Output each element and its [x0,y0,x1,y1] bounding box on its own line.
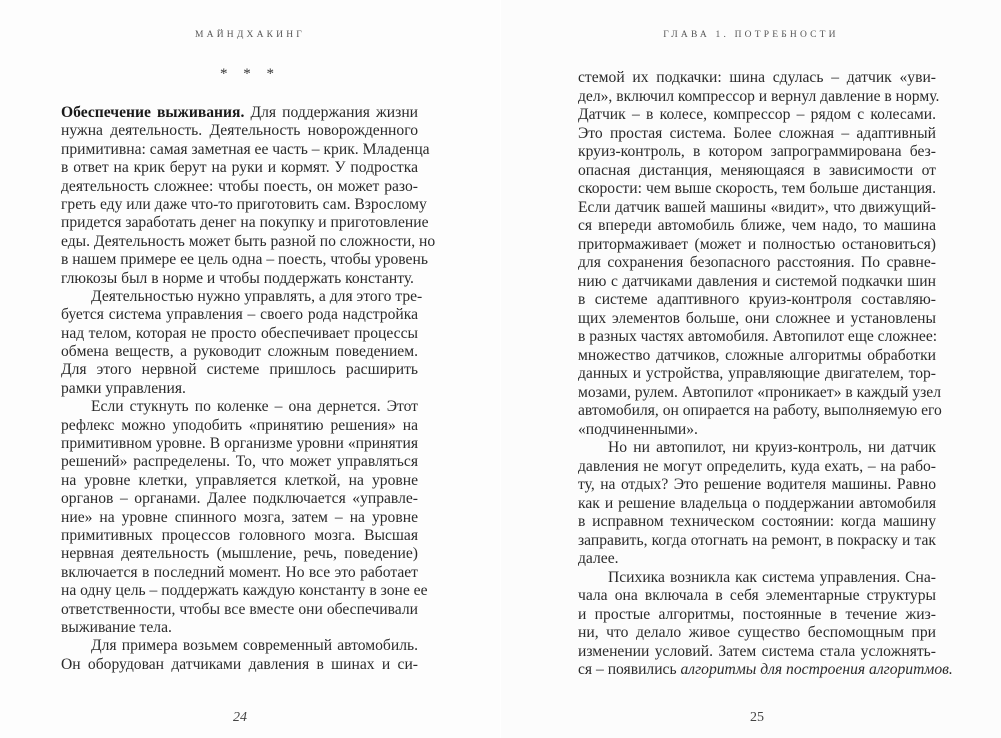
text-line [61,564,418,582]
text-line [61,232,436,251]
text-segment: обмена веществ, а руководит сложным поведением. [61,343,418,361]
text-segment: Для этого нервной системе пришлось расширить [61,361,418,379]
text-line [61,637,418,655]
text-line [61,417,418,435]
text-segment: ту, на отдых? Это решение водителя машины. Равно [578,476,936,493]
text-line [578,236,936,255]
text-line [61,527,418,545]
text-line [578,291,936,310]
text-segment: давления не могут определить, куда ехать, – на рабо- [578,457,936,475]
text-segment: Для поддержания жизни [244,104,419,121]
text-segment: примитивна: самая заметная ее часть – крик. Младенца [61,140,430,158]
text-line [61,545,418,563]
running-head-chapter-title: ГЛАВА 1. ПОТРЕБНОСТИ [663,30,839,40]
text-segment: буется система управления – своего рода надстройка [61,306,418,324]
text-segment: нервная деятельность (мышление, речь, поведение) [61,545,418,563]
text-segment: «подчиненными». [578,420,698,438]
text-segment: на уровне клетки, управляется клеткой, на уровне [61,471,418,489]
text-segment: далее. [578,550,619,567]
text-segment: чала она включала в себя элементарные структуры [578,587,936,604]
text-segment: органов – органами. Далее подключается «управле- [61,490,418,508]
text-segment: для сохранения безопасного расстояния. По сравне- [578,254,936,271]
text-line [578,643,936,662]
text-line [61,361,418,379]
text-segment: над телом, которая не просто обеспечивает процессы [61,324,418,342]
text-line [578,661,953,680]
text-segment: и простые алгоритмы, постоянные в течение жиз- [578,605,936,623]
text-segment: множество датчиков, сложные алгоритмы обработки [578,346,936,364]
text-line [578,513,936,532]
text-segment: придется заработать денег на покупку и приготовление [61,214,429,232]
text-segment: Деятельностью нужно управлять, а для этого тре- [91,287,423,305]
text-line [578,106,936,125]
text-segment: рефлекс можно уподобить «принятию решения» на [61,416,418,434]
text-segment: Он оборудован датчиками давления в шинах и си- [61,655,418,673]
text-segment: ся – появились [578,661,681,678]
text-line [578,439,936,458]
text-line [61,619,418,637]
text-line [578,569,936,588]
text-line [578,587,936,606]
text-line [578,476,936,495]
text-line [578,87,940,107]
text-segment: примитивных процессов головного мозга. Высшая [61,526,418,544]
text-segment: ни, что делало живое существо беспомощным при [578,624,936,641]
text-segment: в исправном техническом состоянии: когда машину [578,513,936,530]
body-text [61,104,436,674]
text-segment: дел», включил компрессор и вернул давление в норму. [578,87,940,105]
text-line [578,458,936,477]
text-segment: Это простая система. Более сложная – адаптивный [578,124,936,142]
running-head-book-title: МАЙНДХАКИНГ [195,30,305,40]
text-line [578,199,936,218]
section-separator: * * * [220,66,280,82]
text-line [61,453,418,471]
text-line [578,217,936,236]
text-segment: на одну цель – поддержать каждую константу в зоне ее [61,582,428,600]
text-line [578,143,936,162]
text-line [61,287,423,306]
body-text [578,69,953,680]
text-line [61,195,427,214]
text-line [61,343,418,361]
text-line [578,532,936,551]
text-line [578,606,936,625]
text-segment: примитивном уровне. В организме уровни «принятия [61,435,418,453]
text-line [61,490,418,508]
text-segment: опасная дистанция, меняющаяся в зависимости от [578,161,936,179]
text-segment: автомобиля, он опирается на работу, выполняемую его [578,402,942,419]
text-segment: выживание тела. [61,618,172,636]
text-line [578,254,936,273]
text-line [578,383,941,403]
text-line [578,365,936,384]
text-segment: ся впереди автомобиль ближе, чем надо, то машина [578,217,936,234]
text-line [61,509,418,527]
text-segment: Психика возникла как система управления. Сна- [608,568,936,586]
text-line [578,69,936,88]
text-segment: мозами, рулем. Автопилот «проникает» в каждый узел [578,383,941,401]
text-line [61,251,428,269]
text-line [578,495,936,514]
text-segment: Если датчик вашей машины «видит», что движущий- [578,198,936,216]
text-line [61,325,418,343]
text-line [578,550,936,569]
text-segment: еды. Деятельность может быть разной по сложности, но [61,232,436,250]
text-line [61,122,418,140]
text-segment: круиз-контроль, в котором запрограммирована без- [578,143,936,160]
text-segment: Для примера возьмем современный автомобиль. [91,637,418,655]
left-page [0,0,500,738]
text-segment: в нашем примере ее цель одна – поесть, чтобы уровень [61,251,428,269]
text-line [578,421,936,440]
text-segment: стемой их подкачки: шина сдулась – датчик «уви- [578,69,936,86]
text-segment: включается в последний момент. Но все это работает [61,563,418,581]
text-line [578,162,936,181]
text-line [61,398,418,416]
text-segment: в разных частях автомобиля. Автопилот еще сложнее: [578,328,938,345]
text-segment: изменении условий. Затем система стала усложнять- [578,642,936,660]
text-segment: щих элементов больше, они сложнее и установлены [578,309,936,327]
text-line [578,180,936,199]
text-segment: заправить, когда отогнать на ремонт, в покраску и так [578,531,936,549]
text-segment: Датчик – в колесе, компрессор – рядом с колесами. [578,106,936,123]
text-line [61,380,418,398]
text-segment: нию с датчиками давления и системой подкачки шин [578,272,936,290]
text-line [578,624,936,643]
text-line [61,214,429,232]
text-segment: как и решение владельца о поддержании автомобиля [578,494,936,512]
text-line [61,472,418,490]
bold-run-in-heading: Обеспечение выживания. [61,104,245,121]
text-segment: деятельность сложнее: чтобы поесть, он может разо- [61,177,418,195]
text-segment: в ответ на крик берут на руки и кормят. У подростка [61,159,418,177]
text-line [61,601,418,619]
text-segment: Но ни автопилот, ни круиз-контроль, ни датчик [608,439,936,456]
text-line [578,310,936,329]
text-segment: ние» на уровне спинного мозга, затем – на уровне [61,508,418,526]
text-segment: решений» распределены. То, что может управляться [61,453,418,471]
text-segment: глюкозы был в норме и чтобы поддержать константу. [61,269,414,287]
text-line [61,270,418,288]
text-segment: Если стукнуть по коленке – она дернется. Этот [91,398,418,416]
text-line [578,328,936,347]
page-number: 24 [233,710,247,725]
text-segment: греть еду или даже что-то приготовить сам. Взрослому [61,195,427,213]
text-segment: притормаживает (может и полностью остановиться) [578,235,936,253]
text-line [61,140,430,159]
text-line [61,582,428,600]
text-line [61,656,418,674]
text-segment: нужна деятельность. Деятельность новорожденного [61,122,418,140]
text-line [578,273,936,292]
text-line [61,178,418,196]
text-segment: в системе адаптивного круиз-контроля составляю- [578,291,936,308]
text-line [578,347,936,366]
text-line [578,125,936,144]
text-line [61,306,418,324]
page-number: 25 [750,710,764,725]
text-segment: рамки управления. [61,379,186,397]
text-line [61,159,418,177]
text-segment: данных и устройства, управляющие двигателем, тор- [578,365,936,382]
text-line [61,435,418,453]
text-line [578,402,942,421]
text-segment: скорости: чем выше скорость, тем больше дистанция. [578,180,936,197]
text-segment: ответственности, чтобы все вместе они обеспечивали [61,600,418,618]
text-line [61,104,418,122]
right-page [501,0,1001,738]
italic-emphasis: алгоритмы для построения алгоритмов. [680,661,953,678]
